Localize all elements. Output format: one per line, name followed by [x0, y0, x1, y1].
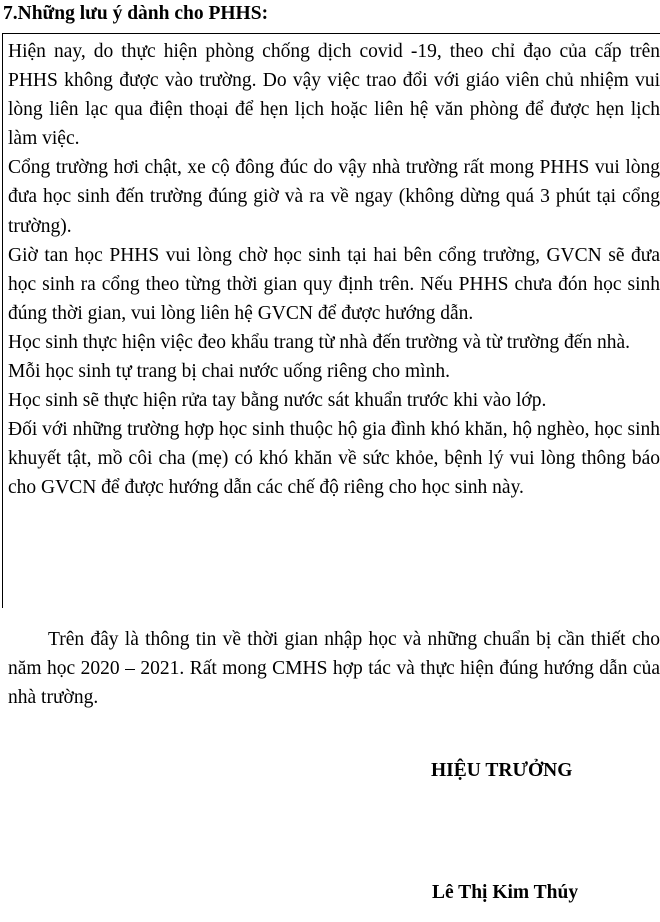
signature-title: HIỆU TRƯỞNG	[431, 760, 573, 781]
note-item-water-bottle: Mỗi học sinh tự trang bị chai nước uống riêng cho mình.	[8, 361, 450, 383]
closing-paragraph: Trên đây là thông tin về thời gian nhập học và những chuẩn bị cần thiết cho năm học 2020 – 2021. Rất mong CMHS hợp tác và thực hiện đúng hướng dẫn của nhà trường.	[8, 629, 660, 709]
signature-name: Lê Thị Kim Thúy	[432, 882, 579, 903]
note-item-school-gate: Cổng trường hơi chật, xe cộ đông đúc do vậy nhà trường rất mong PHHS vui lòng đưa học sinh đến trường đúng giờ và ra về ngay (không dừng quá 3 phút tại cổng trường).	[8, 157, 660, 237]
note-item-pickup-time: Giờ tan học PHHS vui lòng chờ học sinh tại hai bên cổng trường, GVCN sẽ đưa học sinh ra cổng theo từng thời gian quy định trên. Nếu PHHS chưa đón học sinh đúng thời gian, vui lòng liên hệ GVCN để được hướng dẫn.	[8, 244, 660, 324]
note-item-visitation: Hiện nay, do thực hiện phòng chống dịch covid -19, theo chỉ đạo của cấp trên PHHS không được vào trường. Do vậy việc trao đổi với giáo viên chủ nhiệm vui lòng liên lạc qua điện thoại để hẹn lịch hoặc liên hệ văn phòng để được hẹn lịch làm việc.	[8, 41, 660, 150]
parent-notes-list	[8, 37, 660, 503]
note-item-face-mask: Học sinh thực hiện việc đeo khẩu trang từ nhà đến trường và từ trường đến nhà.	[8, 331, 631, 353]
note-item-hand-washing: Học sinh sẽ thực hiện rửa tay bằng nước sát khuẩn trước khi vào lớp.	[8, 390, 547, 412]
section-heading: 7.Những lưu ý dành cho PHHS:	[3, 3, 269, 24]
note-item-special-cases: Đối với những trường hợp học sinh thuộc hộ gia đình khó khăn, hộ nghèo, học sinh khuyết tật, mồ côi cha (mẹ) có khó khăn về sức khỏe, bệnh lý vui lòng thông báo cho GVCN để được hướng dẫn các chế độ riêng cho học sinh này.	[8, 419, 660, 499]
